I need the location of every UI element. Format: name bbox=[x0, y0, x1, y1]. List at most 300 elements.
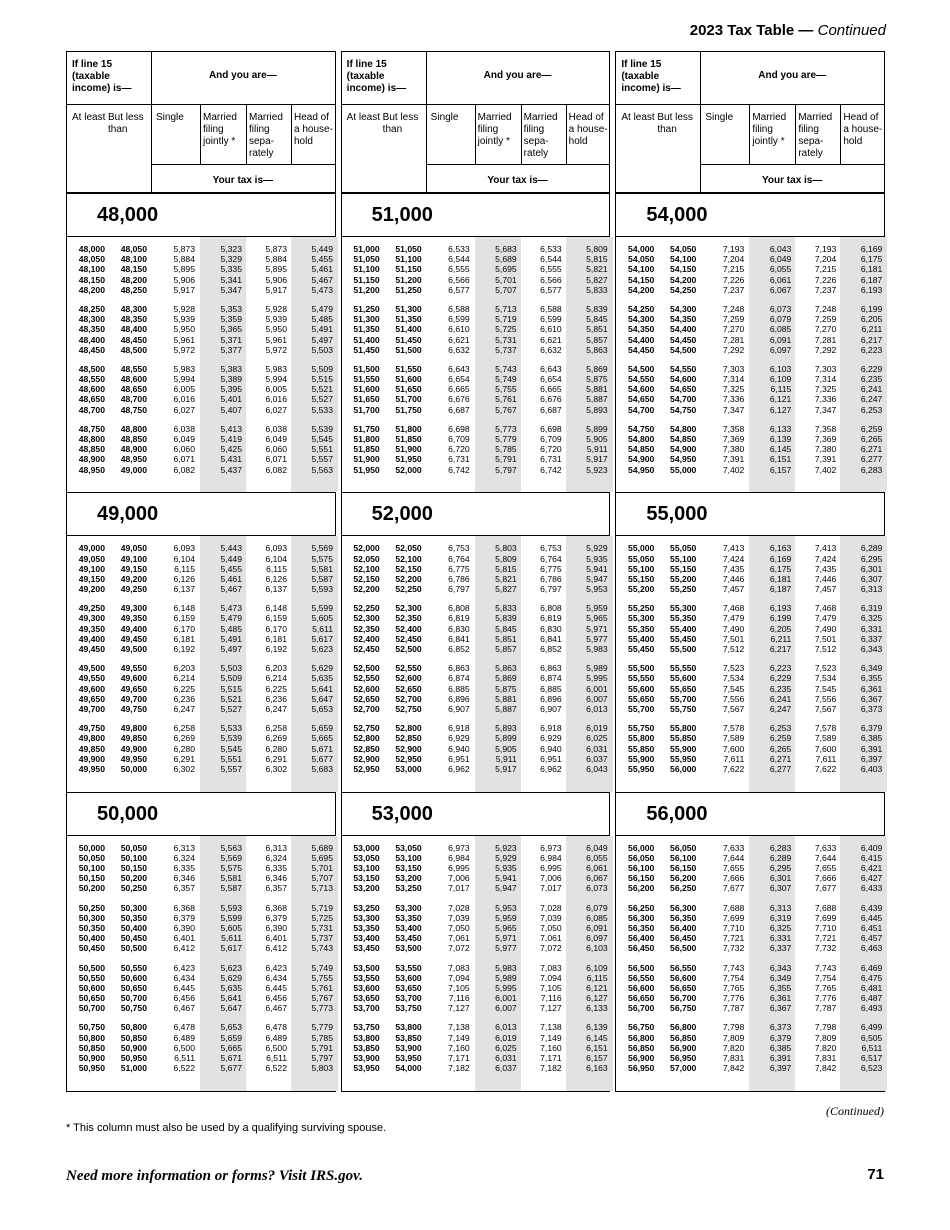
income-section bbox=[67, 492, 335, 791]
single-tax: 7,292 bbox=[722, 344, 745, 355]
at-least-value: 50,700 bbox=[78, 1003, 105, 1014]
hoh-tax: 5,689 bbox=[311, 842, 333, 853]
mfs-tax: 6,170 bbox=[265, 623, 287, 634]
table-row bbox=[616, 983, 884, 993]
at-least-value: 53,750 bbox=[353, 1022, 380, 1033]
mfs-tax: 6,676 bbox=[540, 394, 562, 405]
but-less-value: 51,000 bbox=[120, 1063, 147, 1074]
mfj-tax: 6,133 bbox=[769, 423, 792, 434]
mfs-tax: 6,302 bbox=[265, 763, 287, 774]
table-row bbox=[342, 314, 610, 324]
at-least-value: 51,850 bbox=[353, 444, 380, 455]
mfs-tax: 7,325 bbox=[814, 384, 837, 395]
mfj-tax: 6,001 bbox=[495, 993, 517, 1004]
at-least-value: 54,400 bbox=[628, 334, 655, 345]
at-least-value: 56,100 bbox=[628, 863, 655, 874]
mfj-tax: 6,223 bbox=[769, 663, 792, 674]
income-section bbox=[342, 193, 610, 492]
at-least-value: 53,300 bbox=[353, 912, 380, 923]
table-row bbox=[67, 923, 335, 933]
table-row bbox=[67, 903, 335, 913]
at-least-value: 48,250 bbox=[78, 303, 105, 314]
mfj-tax: 5,959 bbox=[495, 912, 517, 923]
single-tax: 6,368 bbox=[173, 902, 195, 913]
at-least-value: 50,450 bbox=[78, 943, 105, 954]
mfs-tax: 7,248 bbox=[814, 303, 837, 314]
at-least-value: 52,550 bbox=[353, 673, 380, 684]
hoh-tax: 5,917 bbox=[586, 454, 608, 465]
single-tax: 7,193 bbox=[722, 244, 745, 254]
at-least-value: 53,700 bbox=[353, 1003, 380, 1014]
mfs-tax: 7,732 bbox=[814, 943, 837, 954]
single-tax: 7,600 bbox=[722, 743, 745, 754]
your-tax-label: Your tax is— bbox=[212, 175, 274, 186]
table-row bbox=[616, 694, 884, 704]
but-less-label: But less than bbox=[657, 112, 693, 135]
but-less-value: 52,800 bbox=[395, 723, 422, 734]
single-tax: 6,676 bbox=[448, 394, 470, 405]
hoh-tax: 6,283 bbox=[860, 464, 883, 475]
table-row bbox=[616, 704, 884, 714]
mfs-tax: 6,797 bbox=[540, 584, 562, 595]
table-row bbox=[342, 704, 610, 714]
but-less-value: 51,400 bbox=[395, 324, 422, 335]
but-less-value: 48,450 bbox=[120, 334, 147, 345]
table-row bbox=[67, 324, 335, 334]
hoh-tax: 5,857 bbox=[586, 334, 608, 345]
mfj-tax: 6,307 bbox=[769, 883, 792, 894]
mfj-tax: 5,917 bbox=[495, 763, 517, 774]
mfj-tax: 5,389 bbox=[220, 374, 242, 385]
hoh-tax: 5,467 bbox=[311, 274, 333, 285]
but-less-value: 56,500 bbox=[670, 943, 697, 954]
but-less-value: 56,750 bbox=[670, 1003, 697, 1014]
at-least-value: 51,500 bbox=[353, 363, 380, 374]
hoh-tax: 6,187 bbox=[860, 274, 883, 285]
but-less-value: 55,400 bbox=[670, 623, 697, 634]
section-heading: 56,000 bbox=[646, 802, 708, 825]
mfs-tax: 6,665 bbox=[540, 384, 562, 395]
but-less-value: 54,550 bbox=[670, 363, 697, 374]
but-less-value: 54,750 bbox=[670, 404, 697, 415]
table-row bbox=[342, 663, 610, 673]
but-less-value: 52,300 bbox=[395, 603, 422, 614]
at-least-value: 56,500 bbox=[628, 962, 655, 973]
mfs-tax: 7,556 bbox=[814, 693, 837, 704]
at-least-value: 55,950 bbox=[628, 763, 655, 774]
at-least-value: 54,050 bbox=[628, 254, 655, 265]
at-least-value: 50,500 bbox=[78, 962, 105, 973]
mfj-tax: 6,265 bbox=[769, 743, 792, 754]
hoh-tax: 6,223 bbox=[860, 344, 883, 355]
but-less-value: 54,600 bbox=[670, 374, 697, 385]
table-row bbox=[616, 574, 884, 584]
table-row bbox=[342, 684, 610, 694]
mfs-tax: 6,357 bbox=[265, 883, 287, 894]
table-row bbox=[616, 673, 884, 683]
hoh-tax: 6,523 bbox=[860, 1063, 883, 1074]
at-least-value: 49,000 bbox=[78, 543, 105, 554]
table-row bbox=[342, 1033, 610, 1043]
at-least-value: 49,250 bbox=[78, 603, 105, 614]
mfs-tax: 6,192 bbox=[265, 644, 287, 655]
hoh-tax: 5,995 bbox=[586, 673, 608, 684]
mfj-tax: 5,599 bbox=[220, 912, 242, 923]
mfj-tax: 5,875 bbox=[495, 683, 517, 694]
mfj-tax: 5,977 bbox=[495, 943, 517, 954]
at-least-value: 54,450 bbox=[628, 344, 655, 355]
single-tax: 6,082 bbox=[173, 464, 195, 475]
mfs-tax: 7,523 bbox=[814, 663, 837, 674]
at-least-value: 55,900 bbox=[628, 753, 655, 764]
mfj-tax: 6,229 bbox=[769, 673, 792, 684]
single-tax: 6,445 bbox=[173, 982, 195, 993]
at-least-value: 54,900 bbox=[628, 454, 655, 465]
mfs-tax: 7,765 bbox=[814, 982, 837, 993]
mfj-label: Married filing jointly * bbox=[477, 112, 512, 147]
single-tax: 7,787 bbox=[722, 1003, 745, 1014]
at-least-value: 52,100 bbox=[353, 563, 380, 574]
mfs-tax: 5,906 bbox=[265, 274, 287, 285]
mfs-tax: 7,391 bbox=[814, 454, 837, 465]
mfs-tax: 6,280 bbox=[265, 743, 287, 754]
mfj-tax: 5,419 bbox=[220, 434, 242, 444]
mfj-tax: 5,803 bbox=[495, 543, 517, 554]
at-least-value: 50,750 bbox=[78, 1022, 105, 1033]
at-least-value: 53,050 bbox=[353, 852, 380, 863]
at-least-value: 48,700 bbox=[78, 404, 105, 415]
hoh-tax: 6,037 bbox=[586, 753, 608, 764]
mfj-tax: 5,677 bbox=[220, 1063, 242, 1074]
continued-note: (Continued) bbox=[826, 1104, 884, 1118]
single-tax: 7,380 bbox=[722, 444, 745, 455]
mfj-tax: 5,845 bbox=[495, 623, 517, 634]
single-tax: 5,895 bbox=[173, 264, 195, 275]
hoh-tax: 5,611 bbox=[312, 623, 333, 634]
table-row bbox=[616, 933, 884, 943]
table-row bbox=[67, 244, 335, 254]
hoh-tax: 6,511 bbox=[861, 1042, 883, 1053]
single-tax: 7,149 bbox=[448, 1032, 470, 1043]
single-tax: 7,402 bbox=[722, 464, 745, 475]
hoh-tax: 6,169 bbox=[860, 244, 883, 254]
but-less-value: 48,350 bbox=[120, 314, 147, 325]
hoh-tax: 6,157 bbox=[586, 1053, 608, 1064]
hoh-tax: 5,869 bbox=[586, 363, 608, 374]
table-row bbox=[67, 384, 335, 394]
hoh-tax: 5,749 bbox=[311, 962, 333, 973]
mfs-tax: 7,435 bbox=[814, 563, 837, 574]
mfs-tax: 7,809 bbox=[814, 1032, 837, 1043]
hoh-tax: 5,473 bbox=[311, 284, 333, 295]
mfs-tax: 6,698 bbox=[540, 423, 562, 434]
at-least-value: 48,750 bbox=[78, 423, 105, 434]
mfj-tax: 5,323 bbox=[220, 244, 242, 254]
hoh-tax: 5,899 bbox=[586, 423, 608, 434]
single-tax: 7,215 bbox=[722, 264, 745, 275]
table-row bbox=[342, 384, 610, 394]
hoh-tax: 5,545 bbox=[311, 434, 333, 444]
table-row bbox=[67, 933, 335, 943]
hoh-tax: 5,671 bbox=[311, 743, 333, 754]
table-row bbox=[342, 723, 610, 733]
mfj-tax: 6,025 bbox=[495, 1042, 517, 1053]
table-row bbox=[616, 663, 884, 673]
single-tax: 6,291 bbox=[173, 753, 195, 764]
table-row bbox=[67, 374, 335, 384]
but-less-value: 50,800 bbox=[120, 1022, 147, 1033]
hoh-tax: 5,635 bbox=[311, 673, 333, 684]
mfj-tax: 5,833 bbox=[495, 603, 517, 614]
single-tax: 6,016 bbox=[173, 394, 195, 405]
but-less-value: 49,000 bbox=[120, 464, 147, 475]
hoh-tax: 5,623 bbox=[311, 644, 333, 655]
single-tax: 7,017 bbox=[448, 883, 470, 894]
but-less-value: 49,150 bbox=[120, 563, 147, 574]
hoh-tax: 6,499 bbox=[860, 1022, 883, 1033]
table-row bbox=[67, 304, 335, 314]
but-less-value: 49,100 bbox=[120, 553, 147, 564]
hoh-tax: 6,505 bbox=[860, 1032, 883, 1043]
single-tax: 7,226 bbox=[722, 274, 745, 285]
mfj-tax: 6,301 bbox=[769, 873, 792, 884]
hoh-tax: 5,455 bbox=[311, 254, 333, 265]
hoh-tax: 6,151 bbox=[586, 1042, 608, 1053]
single-tax: 7,435 bbox=[722, 563, 745, 574]
section-heading: 48,000 bbox=[97, 204, 159, 226]
single-tax: 7,424 bbox=[722, 553, 745, 564]
mfj-tax: 5,881 bbox=[495, 693, 517, 704]
hoh-tax: 6,127 bbox=[586, 993, 608, 1004]
single-tax: 5,972 bbox=[173, 344, 195, 355]
table-row bbox=[67, 764, 335, 774]
mfs-tax: 6,599 bbox=[540, 314, 562, 325]
at-least-value: 55,650 bbox=[628, 693, 655, 704]
single-tax: 6,379 bbox=[173, 912, 195, 923]
hoh-tax: 5,785 bbox=[311, 1032, 333, 1043]
single-tax: 7,050 bbox=[448, 922, 470, 933]
table-row bbox=[342, 733, 610, 743]
but-less-value: 51,750 bbox=[395, 404, 422, 415]
hoh-tax: 6,349 bbox=[860, 663, 883, 674]
but-less-value: 52,900 bbox=[395, 743, 422, 754]
single-tax: 6,236 bbox=[173, 693, 195, 704]
mfj-tax: 5,557 bbox=[220, 763, 242, 774]
mfj-tax: 5,893 bbox=[495, 723, 517, 734]
mfj-tax: 5,965 bbox=[495, 922, 517, 933]
table-row bbox=[616, 304, 884, 314]
at-least-value: 52,700 bbox=[353, 703, 380, 714]
single-tax: 6,808 bbox=[448, 603, 470, 614]
but-less-value: 55,100 bbox=[670, 553, 697, 564]
but-less-value: 55,600 bbox=[670, 673, 697, 684]
mfj-tax: 5,455 bbox=[220, 563, 242, 574]
hoh-tax: 6,247 bbox=[860, 394, 883, 405]
single-tax: 6,973 bbox=[448, 842, 470, 853]
table-row bbox=[67, 673, 335, 683]
single-tax: 6,027 bbox=[173, 404, 195, 415]
and-you-are-label: And you are— bbox=[483, 70, 552, 81]
mfj-tax: 6,235 bbox=[769, 683, 792, 694]
mfs-tax: 6,621 bbox=[540, 334, 562, 345]
mfj-tax: 6,187 bbox=[769, 584, 792, 595]
table-row bbox=[67, 853, 335, 863]
at-least-value: 53,500 bbox=[353, 962, 380, 973]
single-label: Single bbox=[705, 112, 734, 123]
mfs-tax: 6,720 bbox=[540, 444, 562, 455]
tax-table bbox=[66, 51, 885, 1092]
mfj-tax: 5,839 bbox=[495, 613, 517, 624]
at-least-value: 50,600 bbox=[78, 982, 105, 993]
at-least-value: 52,600 bbox=[353, 683, 380, 694]
hoh-tax: 5,767 bbox=[311, 993, 333, 1004]
mfs-tax: 6,588 bbox=[540, 303, 562, 314]
single-tax: 7,842 bbox=[722, 1063, 745, 1074]
table-row bbox=[616, 444, 884, 454]
mfj-tax: 6,343 bbox=[769, 962, 792, 973]
mfj-tax: 6,385 bbox=[769, 1042, 792, 1053]
but-less-value: 49,600 bbox=[120, 673, 147, 684]
hoh-tax: 5,587 bbox=[311, 573, 333, 584]
mfj-tax: 5,587 bbox=[220, 883, 242, 894]
single-tax: 7,611 bbox=[723, 753, 745, 764]
mfs-tax: 7,820 bbox=[814, 1042, 837, 1053]
mfj-tax: 6,109 bbox=[769, 374, 792, 385]
single-tax: 6,313 bbox=[173, 842, 195, 853]
single-tax: 7,501 bbox=[722, 633, 745, 644]
table-row bbox=[67, 574, 335, 584]
single-tax: 6,456 bbox=[173, 993, 195, 1004]
at-least-value: 49,100 bbox=[78, 563, 105, 574]
hoh-tax: 6,457 bbox=[860, 933, 883, 944]
but-less-value: 56,800 bbox=[670, 1022, 697, 1033]
at-least-value: 51,300 bbox=[353, 314, 380, 325]
at-least-value: 48,800 bbox=[78, 434, 105, 444]
hoh-tax: 6,463 bbox=[860, 943, 883, 954]
mfj-tax: 5,377 bbox=[220, 344, 242, 355]
table-row bbox=[342, 424, 610, 434]
mfs-tax: 6,808 bbox=[540, 603, 562, 614]
table-row bbox=[67, 564, 335, 574]
table-row bbox=[67, 584, 335, 594]
but-less-value: 48,800 bbox=[120, 423, 147, 434]
single-tax: 6,929 bbox=[448, 733, 470, 744]
hoh-tax: 6,289 bbox=[860, 543, 883, 554]
but-less-value: 56,650 bbox=[670, 982, 697, 993]
at-least-value: 50,100 bbox=[78, 863, 105, 874]
hoh-tax: 6,469 bbox=[860, 962, 883, 973]
at-least-value: 54,700 bbox=[628, 404, 655, 415]
mfj-tax: 6,259 bbox=[769, 733, 792, 744]
single-tax: 6,885 bbox=[448, 683, 470, 694]
mfj-tax: 6,193 bbox=[769, 603, 792, 614]
at-least-value: 48,450 bbox=[78, 344, 105, 355]
but-less-value: 54,450 bbox=[670, 334, 697, 345]
but-less-value: 51,500 bbox=[395, 344, 422, 355]
at-least-value: 54,500 bbox=[628, 363, 655, 374]
but-less-value: 53,700 bbox=[395, 993, 422, 1004]
at-least-value: 52,900 bbox=[353, 753, 380, 764]
single-tax: 6,159 bbox=[173, 613, 195, 624]
table-row bbox=[616, 254, 884, 264]
single-tax: 6,412 bbox=[173, 943, 195, 954]
hoh-label: Head of a house-hold bbox=[294, 112, 333, 147]
but-less-value: 48,050 bbox=[120, 244, 147, 254]
mfj-tax: 5,593 bbox=[220, 902, 242, 913]
single-tax: 6,049 bbox=[173, 434, 195, 444]
at-least-value: 53,800 bbox=[353, 1032, 380, 1043]
single-tax: 7,336 bbox=[722, 394, 745, 405]
mfs-tax: 6,654 bbox=[540, 374, 562, 385]
at-least-value: 53,250 bbox=[353, 902, 380, 913]
single-tax: 7,358 bbox=[722, 423, 745, 434]
mfj-tax: 5,995 bbox=[495, 982, 517, 993]
table-row bbox=[67, 394, 335, 404]
single-tax: 6,533 bbox=[448, 244, 470, 254]
mfs-tax: 7,226 bbox=[814, 274, 837, 285]
at-least-value: 50,200 bbox=[78, 883, 105, 894]
but-less-value: 51,200 bbox=[395, 274, 422, 285]
but-less-value: 51,800 bbox=[395, 423, 422, 434]
single-tax: 6,522 bbox=[173, 1063, 195, 1074]
mfj-tax: 6,181 bbox=[769, 573, 792, 584]
mfj-tax: 5,971 bbox=[495, 933, 517, 944]
at-least-value: 54,800 bbox=[628, 434, 655, 444]
single-tax: 7,369 bbox=[722, 434, 745, 444]
hoh-tax: 5,509 bbox=[311, 363, 333, 374]
at-least-value: 49,200 bbox=[78, 584, 105, 595]
table-row bbox=[67, 1043, 335, 1053]
but-less-value: 50,300 bbox=[120, 902, 147, 913]
at-least-value: 51,700 bbox=[353, 404, 380, 415]
single-tax: 6,643 bbox=[448, 363, 470, 374]
mfj-tax: 5,683 bbox=[495, 244, 517, 254]
at-least-value: 54,150 bbox=[628, 274, 655, 285]
but-less-value: 50,550 bbox=[120, 962, 147, 973]
single-tax: 5,983 bbox=[173, 363, 195, 374]
single-tax: 7,391 bbox=[722, 454, 745, 465]
mfs-tax: 7,831 bbox=[814, 1053, 837, 1064]
but-less-value: 54,050 bbox=[670, 244, 697, 254]
single-tax: 6,225 bbox=[173, 683, 195, 694]
table-row bbox=[67, 264, 335, 274]
mfj-tax: 5,791 bbox=[495, 454, 517, 465]
mfs-tax: 6,346 bbox=[265, 873, 287, 884]
at-least-value: 54,250 bbox=[628, 303, 655, 314]
but-less-value: 52,350 bbox=[395, 613, 422, 624]
hoh-tax: 5,911 bbox=[586, 444, 608, 455]
single-tax: 6,599 bbox=[448, 314, 470, 325]
but-less-value: 51,300 bbox=[395, 303, 422, 314]
at-least-value: 49,300 bbox=[78, 613, 105, 624]
at-least-value: 51,450 bbox=[353, 344, 380, 355]
mfj-tax: 5,827 bbox=[495, 584, 517, 595]
at-least-value: 52,500 bbox=[353, 663, 380, 674]
table-row bbox=[342, 304, 610, 314]
mfs-tax: 6,896 bbox=[540, 693, 562, 704]
but-less-value: 49,950 bbox=[120, 753, 147, 764]
table-row bbox=[616, 903, 884, 913]
but-less-value: 50,050 bbox=[120, 842, 147, 853]
mfj-tax: 5,365 bbox=[220, 324, 242, 335]
mfj-tax: 6,355 bbox=[769, 982, 792, 993]
mfj-tax: 5,467 bbox=[220, 584, 242, 595]
hoh-label: Head of a house-hold bbox=[568, 112, 608, 147]
at-least-value: 55,100 bbox=[628, 563, 655, 574]
table-row bbox=[67, 275, 335, 285]
at-least-value: 55,400 bbox=[628, 633, 655, 644]
single-tax: 6,709 bbox=[448, 434, 470, 444]
